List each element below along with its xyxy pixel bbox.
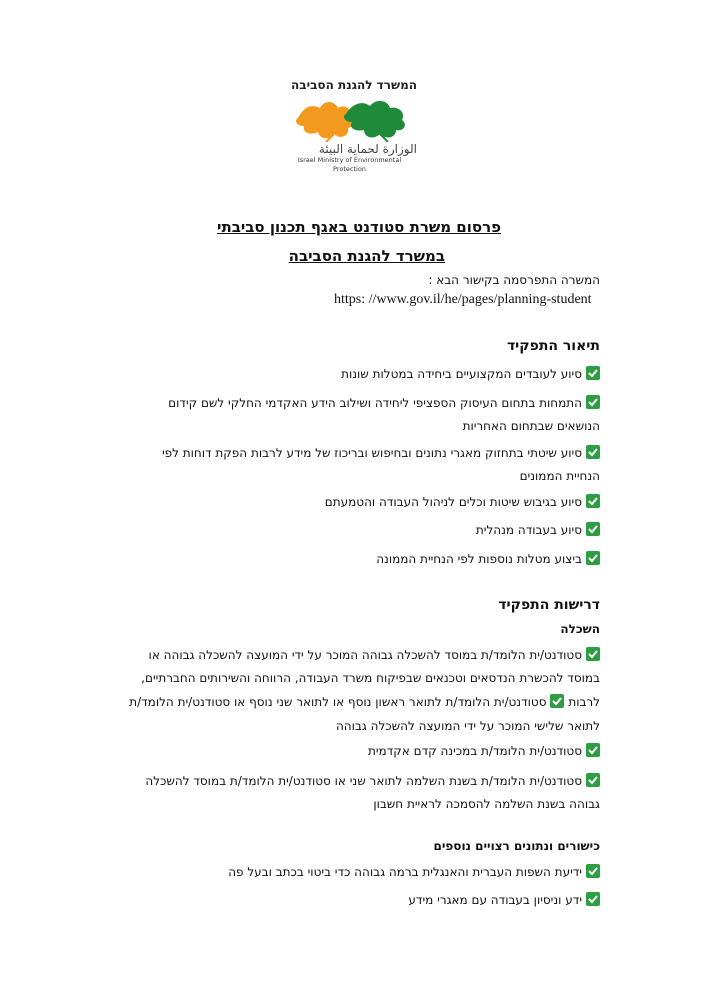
list-item-continuation: הנושאים שבתחום האחריות (462, 419, 600, 433)
page-title-line1: פרסום משרת סטודנט באגף תכנון סביבתי (217, 218, 501, 236)
check-box-icon (586, 395, 600, 409)
check-box-icon (586, 773, 600, 787)
list-item-continuation: גבוהה בשנת השלמה להסמכה לראיית חשבון (373, 797, 600, 811)
list-item-continuation: במוסד להכשרת הנדסאים וטכנאים שבפיקוח משרד העבודה, הרווחה והשירותים החברתיים, (141, 671, 600, 685)
check-box-icon (586, 494, 600, 508)
list-item: סטודנט/ית הלומד/ת בשנת השלמה לתואר שני או סטודנט/ית הלומד/ת במוסד להשכלה (145, 773, 600, 789)
subheading-education: השכלה (560, 622, 600, 636)
check-box-icon (586, 551, 600, 565)
ministry-logo (282, 78, 417, 178)
check-box-icon (586, 743, 600, 757)
list-item: סטודנט/ית הלומד/ת במוסד להשכלה גבוהה המוכר על ידי המועצה להשכלה גבוהה או (149, 647, 600, 663)
check-box-icon (586, 445, 600, 459)
list-item: ידיעת השפות העברית והאנגלית ברמה גבוהה כדי ביטוי בכתב ובעל פה (228, 864, 600, 880)
job-posting-link[interactable]: https: //www.gov.il/he/pages/planning-student (334, 292, 592, 307)
list-item: סיוע שיטתי בתחזוק מאגרי נתונים ובחיפוש ובריכוז של מידע לרבות הפקת דוחות לפי (162, 445, 600, 461)
list-item: סיוע לעובדים המקצועיים ביחידה במטלות שונות (341, 366, 600, 382)
list-item: התמחות בתחום העיסוק הספציפי ליחידה ושילוב הידע האקדמי החלקי לשם קידום (168, 395, 600, 411)
list-item-continuation: הנחיית הממונים (519, 469, 600, 483)
check-box-icon (586, 647, 600, 661)
list-item: ביצוע מטלות נוספות לפי הנחיית הממונה (376, 551, 600, 567)
check-box-icon (586, 522, 600, 536)
logo-english-name: Israel Ministry of Environmental Protection (297, 156, 402, 173)
intro-text: המשרה התפרסמה בקישור הבא : (428, 273, 600, 287)
logo-arabic-name: الوزارة لحماية البيئة (318, 142, 417, 156)
page-title-line2: במשרד להגנת הסביבה (288, 247, 445, 265)
check-box-icon (586, 892, 600, 906)
leaves-logo-icon (290, 94, 410, 142)
list-item: סטודנט/ית הלומד/ת במכינה קדם אקדמית (368, 743, 600, 759)
section-heading-description: תיאור התפקיד (506, 338, 600, 354)
logo-hebrew-name: המשרד להגנת הסביבה (291, 78, 417, 92)
subheading-skills: כישורים ונתונים רצויים נוספים (433, 839, 600, 853)
list-item: ידע וניסיון בעבודה עם מאגרי מידע (408, 892, 600, 908)
list-item-continuation: לרבות סטודנט/ית הלומד/ת לתואר ראשון נוסף או לתואר שני נוסף או סטודנט/ית הלומד/ת (129, 695, 600, 709)
section-heading-requirements: דרישות התפקיד (498, 597, 600, 613)
check-box-icon (550, 694, 564, 708)
list-item: סיוע בעבודה מנהלית (476, 522, 600, 538)
list-item: סיוע בגיבוש שיטות וכלים לניהול העבודה והטמעתם (325, 494, 600, 510)
check-box-icon (586, 366, 600, 380)
check-box-icon (586, 864, 600, 878)
list-item-continuation: לתואר שלישי המוכר על ידי המועצה להשכלה גבוהה (335, 719, 600, 733)
